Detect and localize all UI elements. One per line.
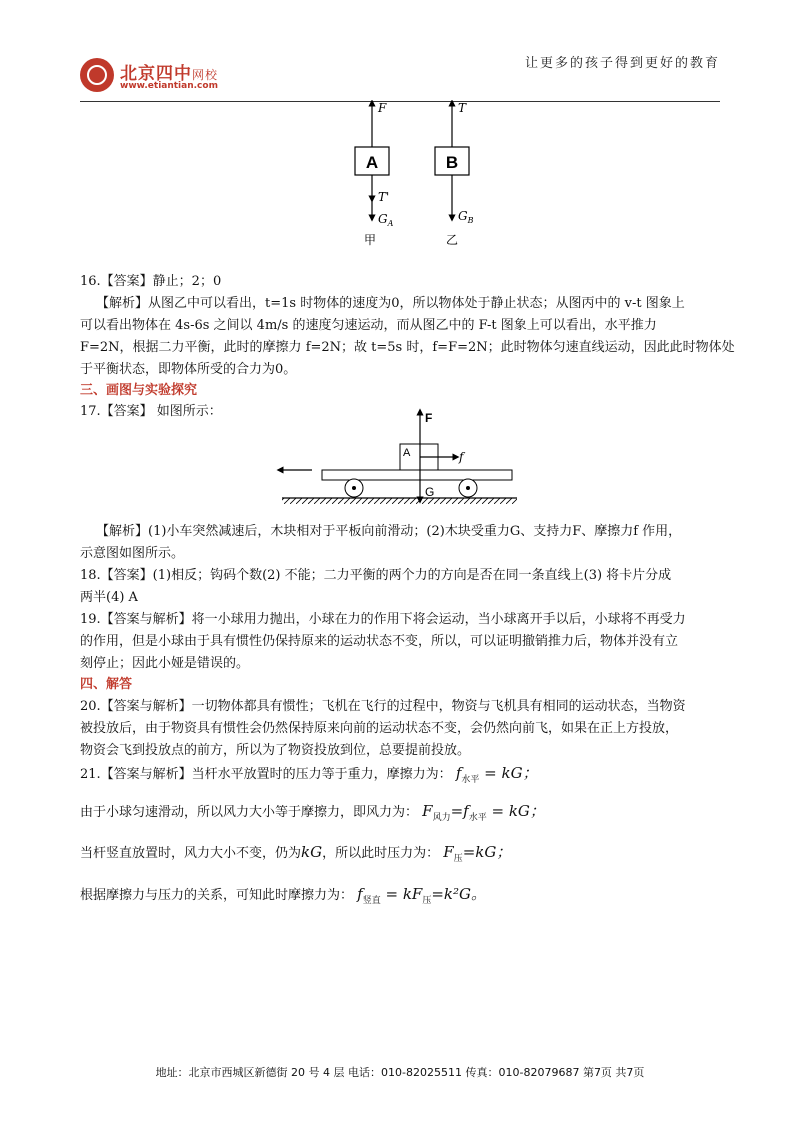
q21-f2-sub: 风力	[432, 813, 451, 823]
label-g: G	[425, 485, 435, 499]
logo-url: www.etiantian.com	[120, 81, 218, 91]
q21-formula-2	[422, 802, 545, 823]
logo-emblem-icon	[80, 58, 114, 92]
cart-force-diagram	[272, 408, 522, 508]
q19-line-3: 刻停止；因此小娅是错误的。	[80, 656, 250, 671]
q21-f4-symbol: f	[357, 885, 363, 903]
cart-board	[322, 470, 512, 480]
q21-f4-sub2: 压	[422, 896, 432, 906]
q18-line-2: 两半(4) A	[80, 590, 138, 605]
section-heading-3: 三、画图与实验探究	[80, 383, 198, 398]
q21-f1-symbol: f	[455, 764, 462, 782]
label-f: F	[378, 101, 387, 115]
label-a: A	[403, 447, 411, 459]
ground-hatch	[282, 498, 517, 504]
q16-answer: 16.【答案】静止；2；0	[80, 274, 222, 289]
q21-line-1	[80, 763, 720, 790]
q18-line-1: 18.【答案】(1)相反；钩码个数(2) 不能；二力平衡的两个力的方向是否在同一条直线上(3) 将卡片分成	[80, 568, 672, 583]
q21-text-2: 由于小球匀速滑动，所以风力大小等于摩擦力，即风力为：	[80, 805, 419, 820]
page-header	[80, 40, 720, 102]
q21-f4-rhs: =k²G。	[431, 885, 487, 903]
force-diagram-ab	[340, 100, 500, 250]
q16-analysis-line-1: 【解析】从图乙中可以看出，t=1s 时物体的速度为0，所以物体处于静止状态；从图丙中的 v-t 图象上	[96, 296, 685, 311]
block-b-label: B	[445, 153, 459, 172]
section-heading-4: 四、解答	[80, 677, 133, 692]
q21-f4-sub: 竖直	[362, 896, 381, 906]
label-ga-sub: A	[387, 219, 394, 228]
q21-f3-sub: 压	[453, 854, 463, 864]
q21-f2-symbol: F	[422, 802, 433, 820]
q16-analysis-line-3: F=2N，根据二力平衡，此时的摩擦力 f=2N；故 t=5s 时，f=F=2N；此时物体匀速直线运动，因此此时物体处	[80, 340, 735, 355]
q21-f2-sub2: 水平	[468, 813, 487, 823]
q21-f2-mid: =f	[450, 802, 469, 820]
svg-text:GA	[378, 212, 394, 228]
q21-f1-rhs: = kG；	[479, 764, 538, 782]
label-friction: f	[459, 450, 464, 464]
caption-yi: 乙	[446, 233, 459, 247]
block-a-label: A	[365, 153, 379, 172]
q17-analysis-line-2: 示意图如图所示。	[80, 546, 185, 561]
school-logo	[80, 58, 300, 98]
caption-jia: 甲	[364, 233, 377, 247]
label-gb-sub: B	[467, 216, 474, 225]
q17-answer: 17.【答案】 如图所示：	[80, 404, 222, 419]
q21-line-3	[80, 842, 720, 869]
label-f-up: F	[425, 411, 433, 425]
q21-formula-1	[455, 764, 538, 785]
q21-line-4	[80, 884, 720, 911]
label-t: T	[458, 101, 467, 115]
q21-formula-4	[357, 885, 487, 906]
page-footer: 地址：北京市西城区新德街 20 号 4 层 电话：010-82025511 传真：010-82079687 第7页 共7页	[155, 1066, 645, 1079]
q21-text-3a: 当杆竖直放置时，风力大小不变，仍为	[80, 846, 302, 861]
header-slogan: 让更多的孩子得到更好的教育	[524, 56, 720, 71]
q20-line-2: 被投放后，由于物资具有惯性会仍然保持原来向前的运动状态不变，会仍然向前飞，如果在正上方投放，	[80, 721, 679, 736]
q21-f3-rhs: =kG；	[462, 843, 512, 861]
q21-text-4: 根据摩擦力与压力的关系，可知此时摩擦力为：	[80, 888, 354, 903]
q21-f2-rhs: = kG；	[486, 802, 545, 820]
q21-f4-mid: = kF	[380, 885, 423, 903]
label-ga: G	[378, 212, 388, 226]
q20-line-3: 物资会飞到投放点的前方，所以为了物资投放到位，总要提前投放。	[80, 743, 471, 758]
q19-line-2: 的作用，但是小球由于具有惯性仍保持原来的运动状态不变，所以，可以证明撤销推力后，物体并没有立	[80, 634, 679, 649]
q19-line-1: 19.【答案与解析】将一小球用力抛出，小球在力的作用下将会运动，当小球离开手以后，小球将不再受力	[80, 612, 686, 627]
q21-kg: kG	[301, 843, 323, 861]
label-tprime: T'	[378, 190, 390, 204]
q21-text-1: 21.【答案与解析】当杆水平放置时的压力等于重力，摩擦力为：	[80, 767, 452, 782]
logo-name: 北京四中	[120, 64, 192, 84]
logo-suffix: 网校	[192, 68, 219, 82]
q16-analysis-line-4: 于平衡状态，即物体所受的合力为0。	[80, 362, 297, 377]
q21-text-3b: ，所以此时压力为：	[322, 846, 440, 861]
q20-line-1: 20.【答案与解析】一切物体都具有惯性；飞机在飞行的过程中，物资与飞机具有相同的运动状态，当物资	[80, 699, 686, 714]
q21-f3-symbol: F	[443, 843, 454, 861]
label-gb: G	[458, 209, 468, 223]
q17-analysis-line-1: 【解析】(1)小车突然减速后，木块相对于平板向前滑动；(2)木块受重力G、支持力F、摩擦力f 作用，	[96, 524, 682, 539]
q21-f1-sub: 水平	[461, 775, 480, 785]
q16-analysis-line-2: 可以看出物体在 4s-6s 之间以 4m/s 的速度匀速运动，而从图乙中的 F-t 图象上可以看出，水平推力	[80, 318, 657, 333]
q21-formula-3	[443, 843, 512, 864]
svg-text:GB	[458, 209, 474, 225]
q21-line-2	[80, 801, 720, 828]
